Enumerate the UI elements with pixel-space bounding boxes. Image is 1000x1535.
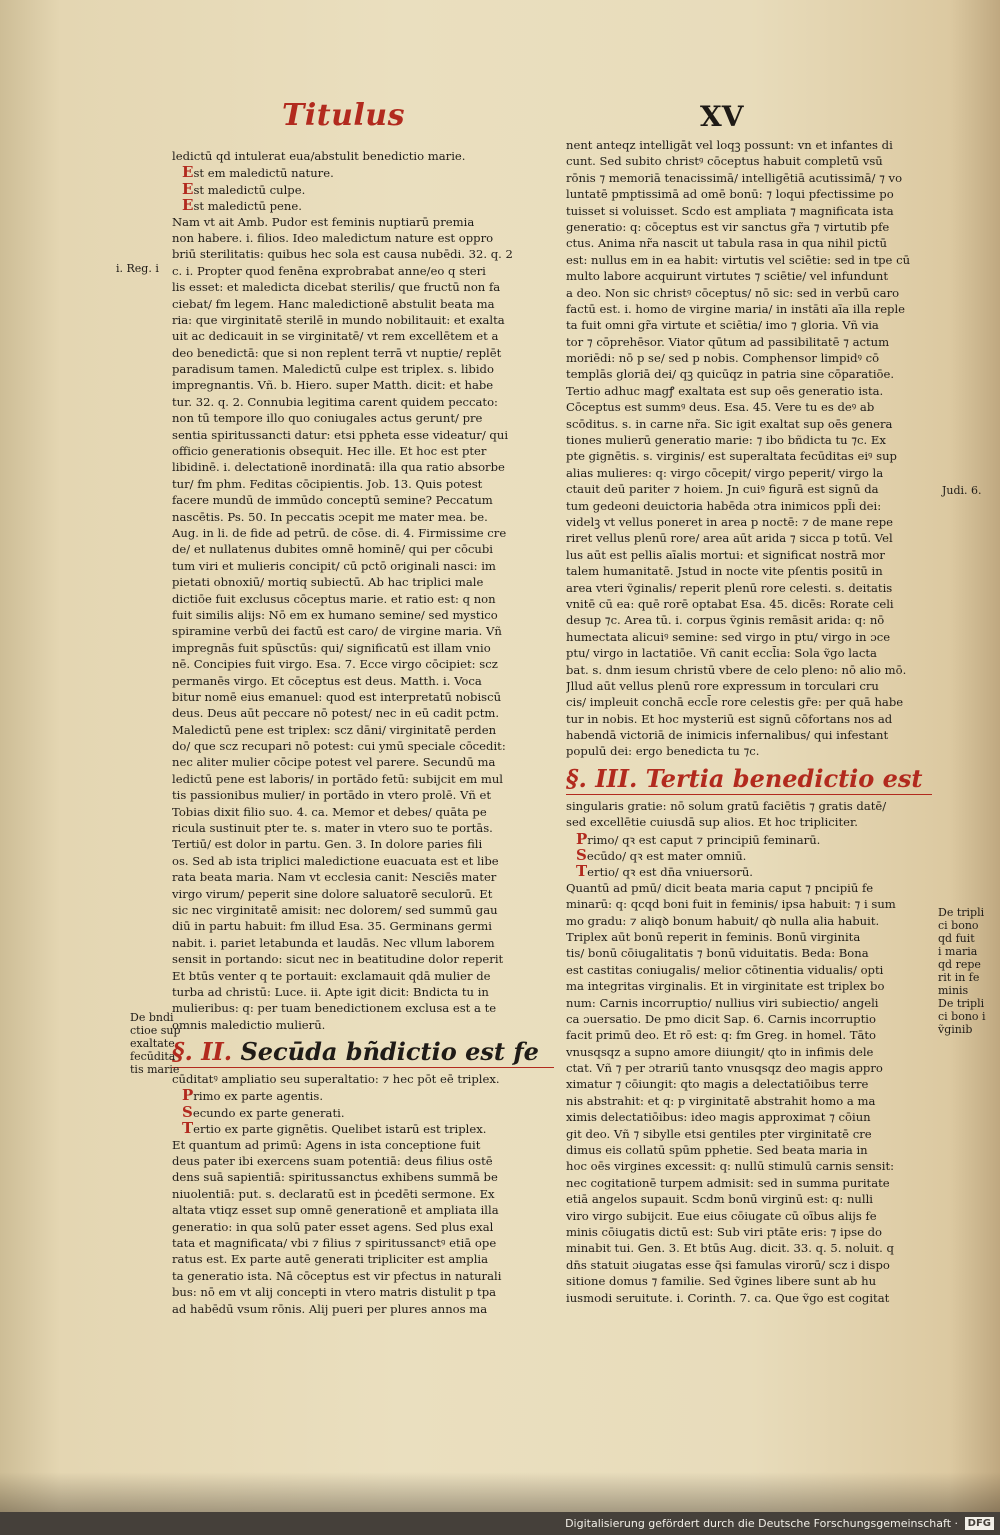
text-line: ptu/ virgo in lactatiōe. Vñ canit eccl̄ia: Sola ṽgo lacta xyxy=(566,646,877,661)
margin-note-line: qd repe xyxy=(938,958,981,971)
right-column-text-top xyxy=(566,137,932,760)
initial-capital: P xyxy=(182,1087,194,1104)
text-line: libidinē. i. delectationē inordinatā: illa qua ratio absorbe xyxy=(172,460,505,475)
text-line: ciebat/ fm legem. Hanc maledictionē abstulit beata ma xyxy=(172,296,495,311)
margin-note-line: rit in fe xyxy=(938,971,980,984)
text-line: tur. 32. q. 2. Connubia legitima carent quidem peccato: xyxy=(172,394,498,409)
text-line: Tertio adhuc magꝭ exaltata est sup oēs generatio ista. xyxy=(566,383,884,398)
running-number: XV xyxy=(700,100,744,133)
text-line: Tertio ex parte gignētis. Quelibet istarū est triplex. xyxy=(182,1120,487,1137)
text-line: tum gedeoni deuictoria habēda ɔtra inimicos ppl̄i dei: xyxy=(566,498,882,513)
text-line: ta generatio ista. Nā cōceptus est vir pfectus in naturali xyxy=(172,1268,502,1283)
running-title: Titulus xyxy=(282,98,405,133)
text-line: dictiōe fuit exclusus cōceptus marie. et ratio est: q non xyxy=(172,591,496,606)
text-line: ria: que virginitatē sterilē in mundo nobilitauit: et exalta xyxy=(172,312,505,327)
margin-note-line: ci bono i xyxy=(938,1010,986,1023)
text-line: videlꝫ vt vellus poneret in area p noctē: ⁊ de mane repe xyxy=(566,514,893,529)
text-line: area vteri ṽginalis/ reperit plenū rore celesti. s. deitatis xyxy=(566,580,893,595)
margin-note-left-bottom xyxy=(130,1011,181,1076)
text-line: de/ et nullatenus dubites omnē hominē/ qui per cōcubi xyxy=(172,542,494,557)
text-line: nē. Concipies fuit virgo. Esa. 7. Ecce virgo cōcipiet: scz xyxy=(172,657,498,672)
text-line: lis esset: et maledicta dicebat sterilis/ que fructū non fa xyxy=(172,280,501,295)
initial-capital: E xyxy=(182,197,194,214)
dfg-logo: DFG xyxy=(965,1517,994,1530)
text-line: pte gignētis. s. virginis/ est superaltata fecūditas eiꝰ sup xyxy=(566,449,897,464)
text-line: Cōceptus est summꝰ deus. Esa. 45. Vere tu es deꝰ ab xyxy=(566,400,875,415)
text-line: nec cogitationē turpem admisit: sed in summa puritate xyxy=(566,1175,890,1190)
text-line: non habere. i. filios. Ideo maledictum nature est oppro xyxy=(172,230,494,245)
rubric-text: Secūda bñdictio est fe xyxy=(240,1037,539,1067)
text-line: deo benedictā: que si non replent terrā vt nuptie/ replēt xyxy=(172,345,502,360)
text-line: ricula sustinuit pter te. s. mater in vtero suo te portās. xyxy=(172,821,493,836)
text-line: nabit. i. pariet letabunda et laudās. Nec vllum laborem xyxy=(172,935,495,950)
text-line: ledictū pene est laboris/ in portādo fetū: subijcit em mul xyxy=(172,771,503,786)
margin-note-line: minis xyxy=(938,984,969,997)
text-line: cunt. Sed subito christꝰ cōceptus habuit completū vsū xyxy=(566,154,883,169)
text-line: niuolentiā: put. s. declaratū est in ṗcedēti sermone. Ex xyxy=(172,1186,495,1201)
text-line: Jllud aūt vellus plenū rore expressum in torculari cru xyxy=(566,678,879,693)
margin-note-line: ctioe sup xyxy=(130,1024,181,1037)
text-line: sitione domus ⁊ familie. Sed ṽgines libere sunt ab hu xyxy=(566,1274,877,1289)
text-line: Et quantum ad primū: Agens in ista conceptione fuit xyxy=(172,1137,481,1152)
text-line: ad habēdū vsum rōnis. Alij pueri per plures annos ma xyxy=(172,1301,488,1316)
margin-note-line: fecūdita xyxy=(130,1050,176,1063)
text-line: Secundo ex parte generati. xyxy=(182,1103,345,1121)
text-line: Primo ex parte agentis. xyxy=(182,1087,324,1104)
rubric-text: Tertia benedictio est xyxy=(645,763,923,793)
text-line: luntatē pmptissimā ad omē bonū: ⁊ loqui pfectissime po xyxy=(566,187,894,202)
text-line: bat. s. dnm iesum christū vbere de celo pleno: nō alio mō. xyxy=(566,662,907,677)
text-line: deus pater ibi exercens suam potentiā: deus filius ostē xyxy=(172,1154,493,1169)
text-line: bitur nomē eius emanuel: quod est interpretatū nobiscū xyxy=(172,689,502,704)
text-line: est: nullus em in ea habit: virtutis vel sciētie: sed in tpe cū xyxy=(566,252,911,267)
margin-note-text: Judi. 6. xyxy=(942,484,982,497)
text-line: dens suā sapientiā: spiritussanctus exhibens summā be xyxy=(172,1170,498,1185)
text-line: Est maledictū pene. xyxy=(182,197,302,214)
text-line: ta fuit omni gr̃a virtute et sciētia/ imo ⁊ gloria. Vñ via xyxy=(566,318,879,333)
text-line: nent anteqz intelligāt vel loqꝫ possunt: vn et infantes di xyxy=(566,138,893,152)
text-line: iusmodi seruitute. i. Corinth. 7. ca. Que ṽgo est cogitat xyxy=(566,1290,890,1305)
footer-bar xyxy=(0,1512,1000,1535)
text-line: templās gloriā dei/ qꝫ quicūqz in patria sine cōparatiōe. xyxy=(566,367,895,382)
text-line: omnis maledictio mulierū. xyxy=(172,1017,326,1032)
right-column-text-bottom xyxy=(566,798,932,1306)
left-rubric-heading xyxy=(172,1037,554,1068)
text-line: ma integritas virginalis. Et in virginitate est triplex bo xyxy=(566,979,885,994)
text-line: riret vellus plenū rore/ area aūt arida ⁊ sicca p totū. Vel xyxy=(566,531,893,546)
text-line: singularis gratie: nō solum gratū faciētis ⁊ gratis datē/ xyxy=(566,798,887,813)
text-line: num: Carnis incorruptio/ nullius viri subiectio/ angeli xyxy=(566,995,879,1010)
text-line: dn̄s statuit ɔiugatas esse q̄si famulas virorū/ scz i dispo xyxy=(566,1257,890,1272)
text-line: tis/ bonū cōiugalitatis ⁊ bonū viduitatis. Beda: Bona xyxy=(566,946,869,961)
text-line: ximis delectatiōibus: ideo magis approximat ⁊ cōiun xyxy=(566,1110,871,1125)
text-line: nec aliter mulier cōcipe potest vel parere. Secundū ma xyxy=(172,755,496,770)
text-line: talem humanitatē. Jstud in nocte vite pſentis positū in xyxy=(566,564,883,579)
text-line: etiā angelos supauit. Scdm bonū virginū est: q: nulli xyxy=(566,1192,874,1207)
text-line: non tū tempore illo quo coniugales actus gerunt/ pre xyxy=(172,411,483,426)
text-line: moriēdi: nō p se/ sed p nobis. Comphensor limpidꝰ cō xyxy=(566,351,880,366)
text-line: Nam vt ait Amb. Pudor est feminis nuptiarū premia xyxy=(172,214,475,229)
text-line: minarū: q: qcqd boni fuit in feminis/ ipsa habuit: ⁊ i sum xyxy=(566,897,896,912)
text-line: alias mulieres: q: virgo cōcepit/ virgo peperit/ virgo la xyxy=(566,465,884,480)
text-line: lus aūt est pellis aīalis mortui: et significat nostrā mor xyxy=(566,547,885,562)
text-line: uit ac dedicauit in se virginitatē/ vt rem excellētem et a xyxy=(172,329,499,344)
left-text-column xyxy=(172,148,554,1317)
text-line: generatio: in qua solū pater esset agens. Sed plus exal xyxy=(172,1219,494,1234)
text-line: vnitē cū ea: quē rorē optabat Esa. 45. dicēs: Rorate celi xyxy=(566,596,894,611)
text-line: Tertio/ qꝛ est dn̄a vniuersorū. xyxy=(576,863,753,880)
text-line: ximatur ⁊ cōiungit: qto magis a delectatiōibus terre xyxy=(566,1077,869,1092)
text-line: tur/ fm phm. Feditas cōcipientis. Job. 13. Quis potest xyxy=(172,476,483,491)
section-mark: §. II. xyxy=(172,1037,233,1067)
text-line: Aug. in li. de fide ad petrū. de cōse. di. 4. Firmissime cre xyxy=(172,525,507,540)
text-line: diū in partu habuit: fm illud Esa. 35. Germinans germi xyxy=(172,919,492,934)
text-line: nis abstrahit: et q: p virginitatē abstrahit homo a ma xyxy=(566,1093,876,1108)
text-line: vnusqsqz a supno amore diiungit/ qto in infimis dele xyxy=(566,1044,874,1059)
text-line: multo labore acquirunt virtutes ⁊ sciētie/ vel infundunt xyxy=(566,269,889,284)
text-line: Triplex aūt bonū reperit in feminis. Bonū virginita xyxy=(566,929,861,944)
text-line: populū dei: ergo benedicta tu ⁊c. xyxy=(566,744,760,759)
text-line: git deo. Vñ ⁊ sibylle etsi gentiles pter virginitatē cre xyxy=(566,1126,872,1141)
text-line: Tertiū/ est dolor in partu. Gen. 3. In dolore paries fili xyxy=(172,837,483,852)
left-column-text-top xyxy=(172,148,554,1033)
initial-capital: T xyxy=(576,863,588,880)
text-line: tis passionibus mulier/ in portādo in vtero prolē. Vñ et xyxy=(172,788,492,803)
margin-note-text: i. Reg. i xyxy=(116,262,159,275)
text-line: rōnis ⁊ memoriā tenacissimā/ intelligētiā acutissimā/ ⁊ vo xyxy=(566,170,903,185)
text-line: fuit similis alijs: Nō em ex humano semine/ sed mystico xyxy=(172,607,498,622)
margin-note-line: De bndi xyxy=(130,1011,174,1024)
text-line: ratus est. Ex parte autē generati tripliciter est amplia xyxy=(172,1252,489,1267)
text-line: tor ⁊ cōprehēsor. Viator qūtum ad passibilitatē ⁊ actum xyxy=(566,334,890,349)
initial-capital: E xyxy=(182,164,194,181)
text-line: c. i. Propter quod fenēna exprobrabat anne/eo q steri xyxy=(172,263,486,278)
text-line: minabit tui. Gen. 3. Et btūs Aug. dicit. 33. q. 5. noluit. q xyxy=(566,1241,894,1256)
margin-note-right-bottom xyxy=(938,906,986,1036)
text-line: ctat. Vñ ⁊ per ɔtrariū tanto vnusqsqz deo magis appro xyxy=(566,1061,883,1076)
funding-notice: Digitalisierung gefördert durch die Deutsche Forschungsgemeinschaft · xyxy=(565,1517,958,1530)
text-line: Tobias dixit filio suo. 4. ca. Memor et debes/ quāta pe xyxy=(172,804,487,819)
text-line: mulieribus: q: per tuam benedictionem exclusa est a te xyxy=(172,1001,497,1016)
text-line: Maledictū pene est triplex: scz dāni/ virginitatē perden xyxy=(172,722,497,737)
text-line: humectata alicuiꝰ semine: sed virgo in ptu/ virgo in ɔce xyxy=(566,629,891,644)
text-line: impregnantis. Vñ. b. Hiero. super Matth. dicit: et habe xyxy=(172,378,494,393)
text-line: turba ad christū: Luce. ii. Apte igit dicit: Bndicta tu in xyxy=(172,984,489,999)
initial-capital: E xyxy=(182,180,194,198)
margin-note-line: tis marie xyxy=(130,1063,180,1076)
text-line: sensit in portando: sicut nec in beatitudine dolor reperit xyxy=(172,952,504,967)
initial-capital: S xyxy=(182,1103,193,1121)
text-line: sentia spiritussancti datur: etsi ppheta esse videatur/ qui xyxy=(172,427,509,442)
text-line: permanēs virgo. Et cōceptus est deus. Matth. i. Voca xyxy=(172,673,482,688)
margin-note-line: i maria xyxy=(938,945,978,958)
text-line: mo gradu: ⁊ aliqꝺ bonum habuit/ qꝺ nulla alia habuit. xyxy=(566,913,880,928)
text-line: ctus. Anima nr̃a nascit ut tabula rasa in qua nihil pictū xyxy=(566,236,887,251)
text-line: paradisum tamen. Maledictū culpe est triplex. s. libido xyxy=(172,362,494,377)
margin-note-line: ṽginib xyxy=(938,1023,973,1036)
margin-note-left-top xyxy=(116,262,159,275)
text-line: dimus eis collatū spūm pphetie. Sed beata maria in xyxy=(566,1143,868,1158)
text-line: hoc oēs virgines excessit: q: nullū stimulū carnis sensit: xyxy=(566,1159,895,1174)
text-line: Secūdo/ qꝛ est mater omniū. xyxy=(576,847,747,864)
text-line: Est em maledictū nature. xyxy=(182,164,334,181)
text-line: ctauit deū pariter ⁊ hoiem. Jn cuiꝰ figurā est signū da xyxy=(566,482,879,497)
text-line: pietati obnoxiū/ mortiq subiectū. Ab hac triplici male xyxy=(172,575,484,590)
text-line: tur in nobis. Et hoc mysteriū est signū cōfortans nos ad xyxy=(566,711,893,726)
text-line: Quantū ad pmū/ dicit beata maria caput ⁊ pncipiū fe xyxy=(566,880,874,895)
text-line: tuisset si voluisset. Scdo est ampliata ⁊ magnificata ista xyxy=(566,203,894,218)
text-line: tiones mulierū generatio marie: ⁊ ibo bñdicta tu ⁊c. Ex xyxy=(566,433,886,448)
text-line: viro virgo subijcit. Eue eius cōiugate cū oībus alijs fe xyxy=(566,1208,877,1223)
right-text-column xyxy=(566,137,932,1306)
text-line: nascētis. Ps. 50. In peccatis ɔcepit me mater mea. be. xyxy=(172,509,488,524)
text-line: desup ⁊c. Area tū. i. corpus ṽginis remāsit arida: q: nō xyxy=(566,613,885,628)
text-line: factū est. i. homo de virgine maria/ in instāti aīa illa reple xyxy=(566,301,906,316)
text-line: generatio: q: cōceptus est vir sanctus gr̃a ⁊ virtutib pfe xyxy=(566,219,890,234)
text-line: do/ que scz recupari nō potest: cui ymū speciale cōcedit: xyxy=(172,739,506,754)
text-line: Primo/ qꝛ est caput ⁊ principiū feminarū. xyxy=(576,830,821,848)
text-line: virgo virum/ peperit sine dolore saluatorē seculorū. Et xyxy=(172,886,493,901)
text-line: cūditatꝰ ampliatio seu superaltatio: ⁊ hec pōt eē triplex. xyxy=(172,1072,500,1087)
margin-note-line: De tripli xyxy=(938,906,985,919)
text-line: cis/ impleuit conchā eccl̄e rore celestis gr̄e: per quā habe xyxy=(566,695,904,710)
text-line: Est maledictū culpe. xyxy=(182,180,306,198)
text-line: bus: nō em vt alij concepti in vtero matris distulit p tpa xyxy=(172,1285,497,1300)
margin-note-line: qd fuit xyxy=(938,932,975,945)
text-line: tata et magnificata/ vbi ⁊ filius ⁊ spiritussanctꝰ etiā ope xyxy=(172,1236,497,1250)
text-line: officio generationis obsequit. Hec ille. Et hoc est pter xyxy=(172,444,487,459)
text-line: altata vtiqz esset sup omnē generationē et ampliata illa xyxy=(172,1203,499,1218)
text-line: briū sterilitatis: quibus hec sola est causa nubēdi. 32. q. 2 xyxy=(172,247,513,262)
text-line: spiramine verbū dei factū est caro/ de virgine maria. Vñ xyxy=(172,624,502,639)
section-mark: §. III. xyxy=(566,763,638,793)
margin-note-right-top xyxy=(942,484,982,497)
initial-capital: T xyxy=(182,1120,194,1137)
margin-note-line: De tripli xyxy=(938,997,985,1010)
text-line: os. Sed ab ista triplici maledictione euacuata est et libe xyxy=(172,853,499,868)
text-line: sed excellētie cuiusdā sup alios. Et hoc tripliciter. xyxy=(566,815,858,830)
text-line: minis cōiugatis dictū est: Sub viri ptāte eris: ⁊ ipse do xyxy=(566,1225,883,1239)
text-line: rata beata maria. Nam vt ecclesia canit: Nesciēs mater xyxy=(172,870,497,885)
text-line: facit primū deo. Et rō est: q: fm Greg. in homel. Tāto xyxy=(566,1028,877,1043)
text-line: sic nec virginitatē amisit: nec dolorem/ sed summū gau xyxy=(172,902,498,917)
text-line: ca ɔuersatio. De pmo dicit Sap. 6. Carnis incorruptio xyxy=(566,1011,876,1026)
right-rubric-heading xyxy=(566,764,932,795)
text-line: Et btūs venter q te portauit: exclamauit qdā mulier de xyxy=(172,968,491,983)
text-line: est castitas coniugalis/ melior cōtinentia vidualis/ opti xyxy=(566,962,884,977)
margin-note-line: ci bono xyxy=(938,919,979,932)
initial-capital: S xyxy=(576,847,587,864)
text-line: habendā victoriā de inimicis infernalibus/ qui infestant xyxy=(566,728,889,743)
text-line: impregnās fuit spūsctūs: qui/ significatū est illam vnio xyxy=(172,640,491,655)
text-line: a deo. Non sic christꝰ cōceptus/ nō sic: sed in verbū caro xyxy=(566,285,900,300)
text-line: tum viri et mulieris concipit/ cū pctō originali nasci: im xyxy=(172,558,496,573)
text-line: ledictū qd intulerat eua/abstulit benedictio marie. xyxy=(172,149,466,163)
text-line: facere mundū de immūdo conceptū semine? Peccatum xyxy=(172,493,493,508)
margin-note-line: exaltate xyxy=(130,1037,175,1050)
text-line: deus. Deus aūt peccare nō potest/ nec in eū cadit pctm. xyxy=(172,706,500,721)
text-line: scōditus. s. in carne nr̃a. Sic igit exaltat sup oēs genera xyxy=(566,416,893,431)
initial-capital: P xyxy=(576,830,588,848)
left-column-text-bottom xyxy=(172,1071,554,1317)
